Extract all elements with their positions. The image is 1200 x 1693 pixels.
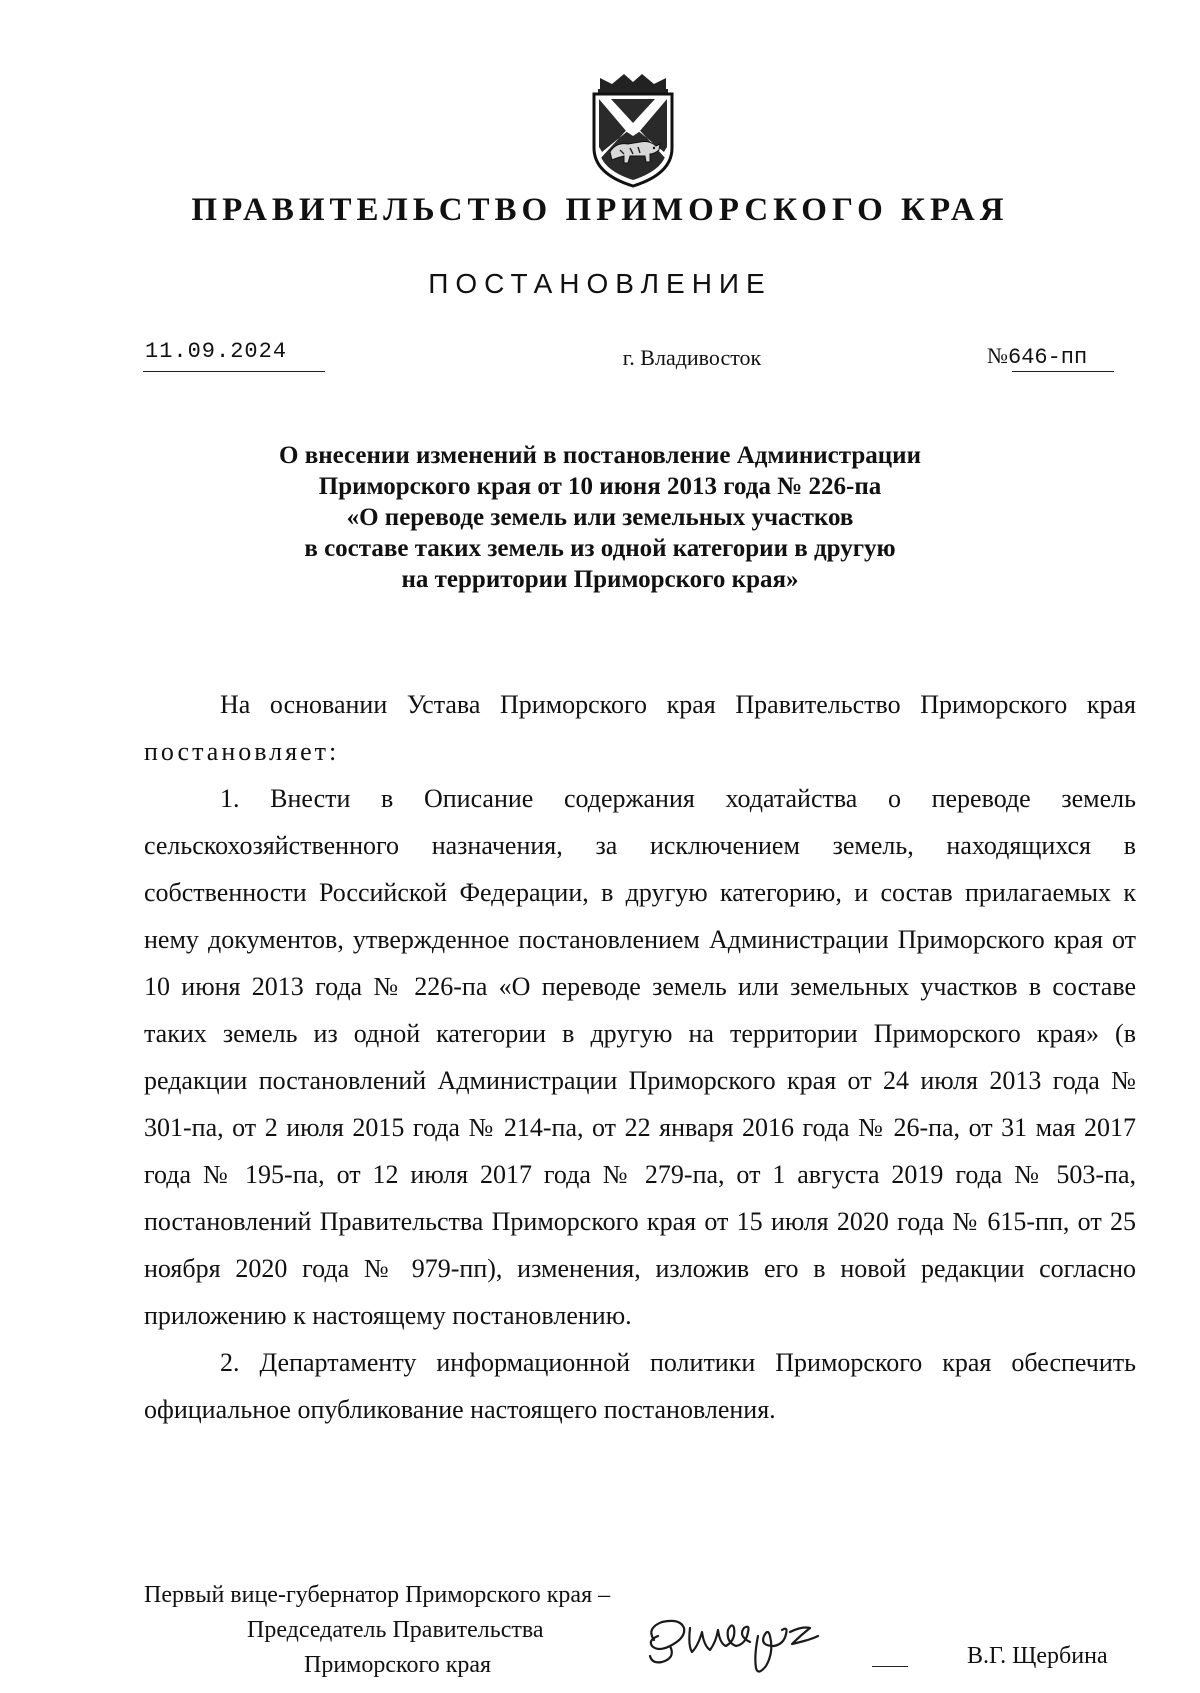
position-line-2: Председатель Правительства	[247, 1617, 544, 1643]
intro-verb: постановляет:	[144, 737, 340, 766]
item-1-paragraph: 1. Внести в Описание содержания ходатайства о переводе земель сельскохозяйственного назначения, за исключением земель, находящихся в собственности Российской Федерации, в другую категорию, и состав прилагаемых к нему документов, утвержденное постановлением Администрации Приморского края от 10 июня 2013 года № 226-па «О переводе земель или земельных участков в составе таких земель из одной категории в другую на территории Приморского края» (в редакции постановлений Администрации Приморского края от 24 июля 2013 года № 301-па, от 2 июля 2015 года № 214-па, от 22 января 2016 года № 26-па, от 31 мая 2017 года № 195-па, от 12 июля 2017 года № 279-па, от 1 августа 2019 года № 503-па, постановлений Правительства Приморского края от 15 июля 2020 года № 615-пп, от 25 ноября 2020 года № 979-пп), изменения, изложив его в новой редакции согласно приложению к настоящему постановлению.	[144, 784, 1136, 1330]
subject-line: Приморского края от 10 июня 2013 года № 226-па	[318, 473, 882, 500]
intro-paragraph	[144, 681, 1136, 775]
subject-line: О внесении изменений в постановление Администрации	[279, 442, 921, 469]
subject-line: на территории Приморского края»	[401, 566, 799, 593]
document-type: ПОСТАНОВЛЕНИЕ	[428, 268, 772, 299]
document-subject	[150, 440, 1050, 595]
document-city: г. Владивосток	[622, 345, 762, 370]
position-line-3: Приморского края	[304, 1652, 492, 1678]
position-line-1: Первый вице-губернатор Приморского края –	[144, 1582, 611, 1608]
subject-line: в составе таких земель из одной категории в другую	[304, 535, 896, 562]
government-title: ПРАВИТЕЛЬСТВО ПРИМОРСКОГО КРАЯ	[191, 192, 1009, 228]
signature-dash	[872, 1666, 908, 1667]
number-sign: №	[987, 343, 1008, 368]
document-body	[144, 681, 1136, 1433]
handwritten-signature	[640, 1606, 840, 1686]
intro-text: На основании Устава Приморского края Правительство Приморского края	[220, 690, 1136, 719]
number-value: 646-пп	[1008, 345, 1088, 370]
signatory-name: В.Г. Щербина	[967, 1643, 1108, 1669]
number-underline	[1012, 371, 1114, 372]
signatory-position	[144, 1578, 610, 1683]
subject-line: «О переводе земель или земельных участков	[346, 504, 854, 531]
date-underline	[143, 371, 325, 372]
document-date: 11.09.2024	[145, 339, 288, 364]
document-number	[987, 343, 1087, 370]
item-2-paragraph: 2. Департаменту информационной политики Приморского края обеспечить официальное опубликование настоящего постановления.	[144, 1348, 1136, 1424]
coat-of-arms-icon	[580, 70, 686, 190]
